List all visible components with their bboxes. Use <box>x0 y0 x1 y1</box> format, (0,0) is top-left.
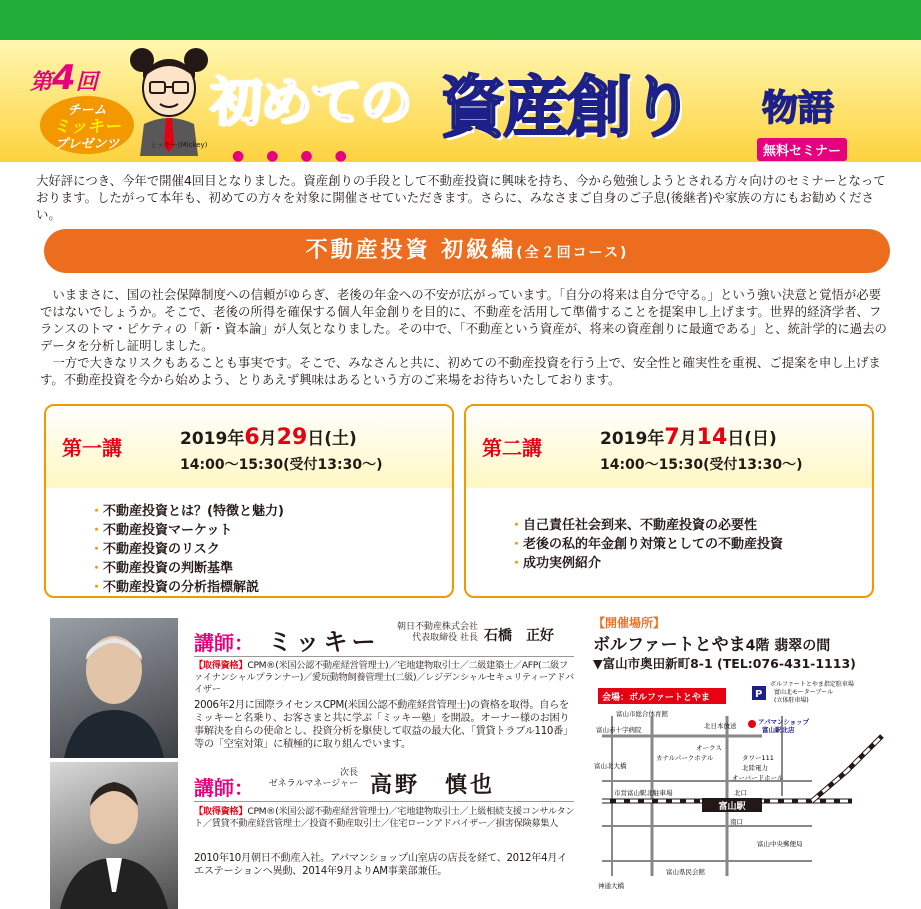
map-place: 北日本放送 <box>704 722 737 730</box>
map-place: オーバードホール <box>732 774 784 782</box>
lecture-2-topics <box>466 488 872 573</box>
parking-icon: P <box>755 689 763 700</box>
speaker-2-bio: 2010年10月朝日不動産入社。アパマンショップ山室店の店長を経て、2012年4月イエステーションへ異動、2014年9月よりAM事業部兼任。 <box>194 853 568 877</box>
speaker-1-heading: 講師： ミッキー <box>194 628 380 656</box>
lecture-2-box <box>464 404 874 598</box>
lecture-1-time: 14:00〜15:30(受付13:30〜) <box>180 457 383 473</box>
mascot-label: ミッキー(Mickey) <box>150 141 208 149</box>
team-badge: チーム ミッキー プレゼンツ <box>40 96 134 154</box>
map-place: カナルパークホテル <box>656 754 714 762</box>
map-venue-label: 会場：ボルファートとやま <box>602 693 710 703</box>
map-place: 北口 <box>734 789 747 797</box>
speaker-1-company: 朝日不動産株式会社 代表取締役 社長 <box>396 622 478 643</box>
divider <box>194 656 574 657</box>
map-parking-1c: (立体駐車場) <box>774 697 809 704</box>
description-text <box>40 286 888 388</box>
list-item: ・ 成功実例紹介 <box>510 554 872 573</box>
map-place: 市営富山駅北駐車場 <box>614 789 673 797</box>
lecture-1-date: 2019年6月29日(土) <box>180 425 357 450</box>
list-item: ・ 老後の私的年金創り対策としての不動産投資 <box>510 535 872 554</box>
venue-map <box>592 676 892 898</box>
lecture-2-date: 2019年7月14日(日) <box>600 425 777 450</box>
venue-heading: 【開催場所】 <box>593 616 666 630</box>
top-green-bar <box>0 0 921 40</box>
title-part3: 物語 <box>762 88 835 129</box>
map-place: オークス <box>696 744 722 752</box>
speaker-2-qualifications: 【取得資格】CPM®(米国公認不動産経営管理士)／宅地建物取引士／上級相続支援コンサルタント／賃貸不動産経営管理士／投資不動産取引士／住宅ローンアドバイザー／損害保険募集人 <box>194 806 575 829</box>
description-para-1: いままさに、国の社会保障制度への信頼がゆらぎ、老後の年金への不安が広がっています。「自分の将来は自分で守る。」という強い決意と覚悟が必要ではないでしょうか。そこで、老後の所得を確保する個人年金創りを目的に、不動産を活用して準備することを提案申し上げます。世界的経済学者、フランスのトマ・ピケティの「新・資本論」が人気となりました。その中で、「不動産という資産が、将来の資産創りに最適である」と、統計学的に過去のデータを分析し証明しました。 <box>40 287 887 353</box>
map-parking-1b: 富山北モーターブール <box>774 689 834 696</box>
free-seminar-badge: 無料セミナー <box>757 138 847 161</box>
lecture-1-box <box>44 404 454 598</box>
list-item: ・ 自己責任社会到来、不動産投資の必要性 <box>510 516 872 535</box>
venue-address: ▼富山市奥田新町8-1 (TEL:076-431-1113) <box>593 656 856 671</box>
map-parking-1: ボルファートとやま指定駐車場 <box>770 681 854 688</box>
speaker-2-name: 高野 慎也 <box>370 773 496 798</box>
map-label-station: 富山駅 <box>718 802 746 812</box>
lecture-1-label: 第一講 <box>62 436 122 460</box>
map-place: タワー111 <box>742 754 774 762</box>
list-item: ・ 不動産投資マーケット <box>90 521 452 540</box>
map-place: 神通大橋 <box>598 882 624 890</box>
map-place: 富山北大橋 <box>594 762 627 770</box>
title-dots: ●●●● <box>232 148 369 164</box>
speaker-1-bio: 2006年2月に国際ライセンスCPM(米国公認不動産経営管理士)の資格を取得。自らをミッキーと名乗り、お客さまと共に学ぶ「ミッキー塾」を開設。オーナー様のお困り事解決を自らの使命とし、投資分析を駆使して収益の最大化、「賃貸トラブル110番」等の「空室対策」に積極的に取り組んでいます。 <box>194 700 573 750</box>
map-place: 北陸電力 <box>742 764 768 772</box>
description-para-2: 一方で大きなリスクもあることも事実です。そこで、みなさんと共に、初めての不動産投資を行う上で、安全性と確実性を重視、ご提案を申し上げます。不動産投資を今から始めよう、とりあえず興味はあるという方のご来場をお待ちいたしております。 <box>40 355 881 387</box>
speaker-2-position: 次長 ゼネラルマネージャー <box>268 768 358 789</box>
course-title: 不動産投資 初級編 <box>305 238 517 263</box>
map-place: 富山赤十字病院 <box>596 726 642 734</box>
map-place: 富山中央郵便局 <box>757 840 803 848</box>
title-part2: 資産創り <box>440 69 692 146</box>
list-item: ・ 不動産投資の判断基準 <box>90 559 452 578</box>
speaker-1-qualifications: 【取得資格】CPM®(米国公認不動産経営管理士)／宅地建物取引士／二級建築士／AFP(二級ファイナンシャルプランナー)／愛玩動物飼養管理士(二級)／レジデンシャルセキュリティーアドバイザー <box>194 660 574 695</box>
map-place: 南口 <box>730 818 743 826</box>
list-item: ・ 不動産投資とは？(特徴と魅力) <box>90 502 452 521</box>
list-item: ・ 不動産投資の分析指標解説 <box>90 578 452 597</box>
speaker-2-heading: 講師： <box>194 776 254 800</box>
intro-text: 大好評につき、今年で開催4回目となりました。資産創りの手段として不動産投資に興味を持ち、今から勉強しようとされる方々向けのセミナーとなっております。したがって本年も、初めての方々を対象に開催させていただきます。さらに、みなさまご自身のご子息(後継者)や家族の方にもお勧めください。 <box>36 173 886 222</box>
title-part1: 初めての <box>210 73 411 133</box>
venue-name: ボルファートとやま4階 翡翠の間 <box>593 635 831 655</box>
lecture-2-time: 14:00〜15:30(受付13:30〜) <box>600 457 803 473</box>
lecture-2-label: 第二講 <box>482 436 542 460</box>
round-label: 第4回 <box>30 58 98 98</box>
map-place: 富山市総合体育館 <box>616 710 668 718</box>
speaker-1-name: 石橋 正好 <box>484 628 554 644</box>
course-title-bar <box>44 229 890 273</box>
map-place: 富山県民会館 <box>666 868 705 876</box>
speaker-1-photo <box>50 618 178 758</box>
divider <box>194 801 574 802</box>
map-apaman-2: 富山駅北店 <box>762 726 795 734</box>
list-item: ・ 不動産投資のリスク <box>90 540 452 559</box>
speaker-2-photo <box>50 762 178 909</box>
course-sub: (全２回コース) <box>516 245 629 261</box>
map-apaman: アパマンショップ <box>758 718 810 726</box>
lecture-1-topics <box>46 488 452 597</box>
